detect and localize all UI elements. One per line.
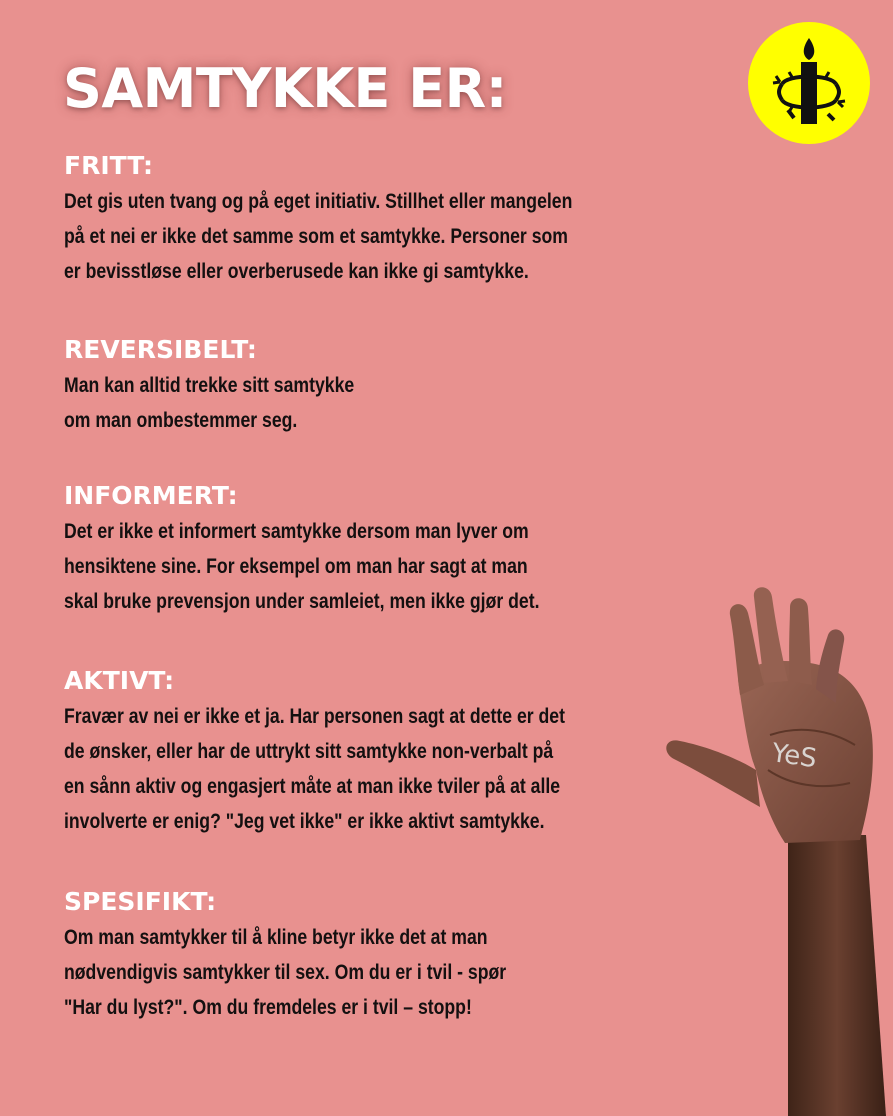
section-fritt (64, 150, 684, 289)
section-body (64, 514, 684, 619)
body-line: Det gis uten tvang og på eget initiativ. Stillhet eller mangelen (64, 190, 573, 213)
body-line: nødvendigvis samtykker til sex. Om du er i tvil - spør (64, 961, 507, 984)
body-line: hensiktene sine. For eksempel om man har sagt at man (64, 555, 528, 578)
section-heading: REVERSIBELT: (64, 335, 257, 364)
section-heading: SPESIFIKT: (64, 887, 217, 916)
body-line: de ønsker, eller har de uttrykt sitt samtykke non-verbalt på (64, 740, 554, 763)
section-aktivt (64, 665, 684, 839)
section-heading: FRITT: (64, 151, 153, 180)
body-line: Om man samtykker til å kline betyr ikke det at man (64, 926, 488, 949)
body-line: skal bruke prevensjon under samleiet, men ikke gjør det. (64, 590, 540, 613)
body-line: er bevisstløse eller overberusede kan ikke gi samtykke. (64, 260, 529, 283)
raised-hand-icon (660, 585, 893, 1116)
section-heading: INFORMERT: (64, 481, 238, 510)
section-spesifikt (64, 886, 684, 1025)
body-line: på et nei er ikke det samme som et samtykke. Personer som (64, 225, 568, 248)
section-informert (64, 480, 684, 619)
section-body (64, 699, 684, 839)
amnesty-candle-logo-icon (748, 22, 870, 144)
palm-text: YeS (769, 738, 819, 775)
body-line: "Har du lyst?". Om du fremdeles er i tvil – stopp! (64, 996, 472, 1019)
body-line: Man kan alltid trekke sitt samtykke (64, 374, 355, 397)
body-line: Fravær av nei er ikke et ja. Har personen sagt at dette er det (64, 705, 565, 728)
body-line: involverte er enig? "Jeg vet ikke" er ikke aktivt samtykke. (64, 810, 545, 833)
section-body (64, 920, 684, 1025)
body-line: Det er ikke et informert samtykke dersom man lyver om (64, 520, 529, 543)
section-body (64, 184, 684, 289)
section-heading: AKTIVT: (64, 666, 175, 695)
body-line: om man ombestemmer seg. (64, 409, 298, 432)
page-title: SAMTYKKE ER: (63, 57, 507, 120)
section-body (64, 368, 684, 438)
section-reversibelt (64, 334, 684, 438)
body-line: en sånn aktiv og engasjert måte at man ikke tviler på at alle (64, 775, 561, 798)
